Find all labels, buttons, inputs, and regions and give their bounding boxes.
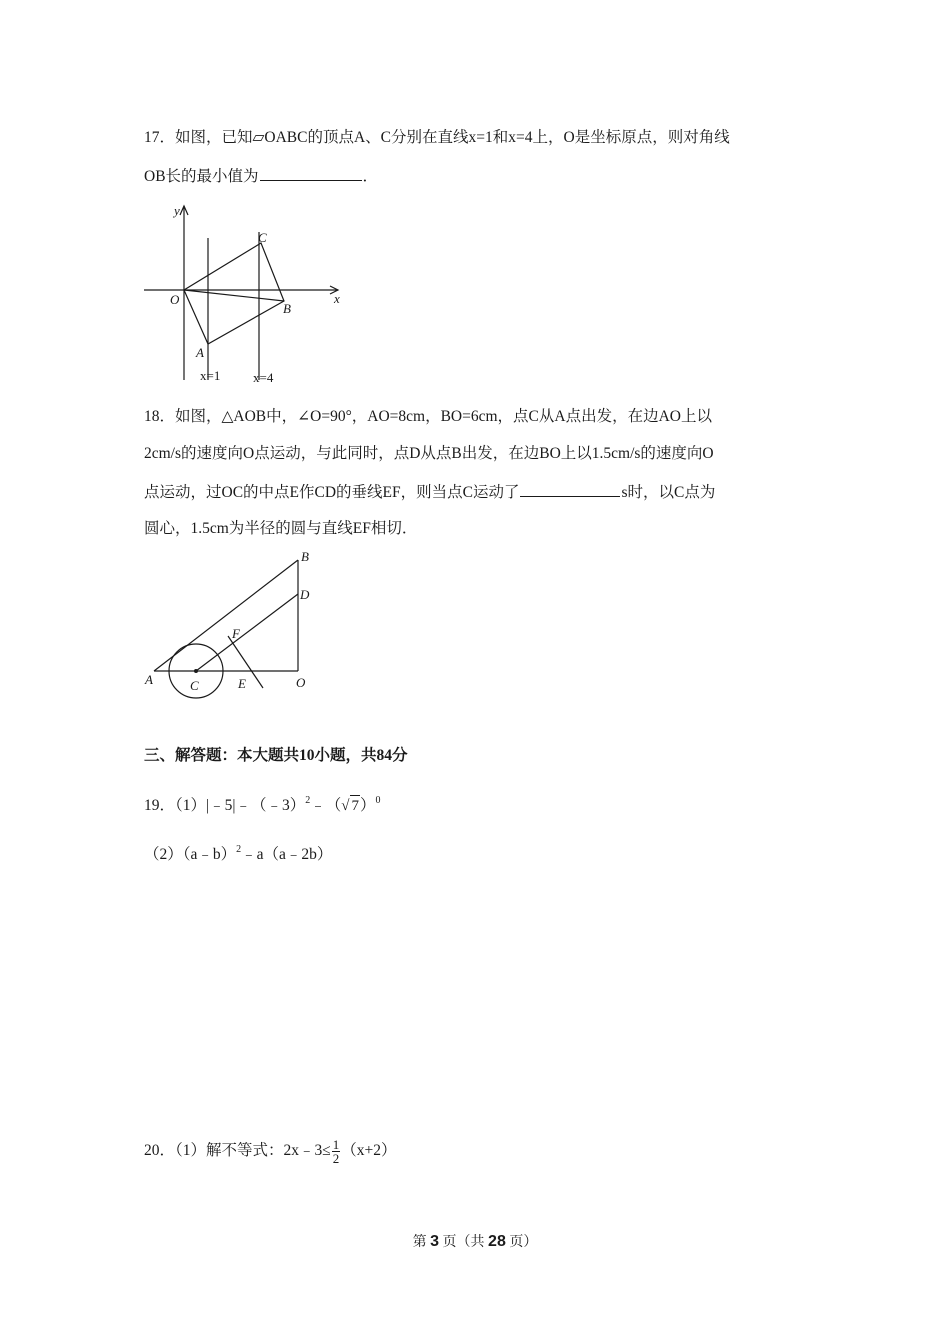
q18-text-after: s时，以C点为 [621,484,716,501]
footer-pre: 第 [412,1235,427,1250]
page-footer [0,1231,950,1251]
exponent: 2 [305,795,311,806]
radicand: 7 [350,795,360,816]
footer-mid: 页（共 [442,1235,485,1250]
q17-line2 [144,165,378,187]
q19-part2 [144,840,332,865]
q19-part1-text: 19．（1）|﹣5|﹣（﹣3） [144,797,306,814]
q18-line2: 2cm/s的速度向O点运动，与此同时，点D从点B出发，在边BO上以1.5cm/s的速度向O [144,445,714,462]
q17-line1: 17．如图，已知▱OABC的顶点A、C分别在直线x=1和x=4上，O是坐标原点，则对角线 [144,129,730,146]
figure-18-triangle [144,548,319,703]
figure-17-coordinate-graph [144,200,344,386]
label-x4: x=4 [253,370,274,385]
page-number: 3 [430,1233,440,1250]
label-B: B [283,301,291,316]
label-A: A [145,672,153,687]
label-E: E [238,676,246,691]
label-C: C [190,678,199,693]
q18-text: 点运动，过OC的中点E作CD的垂线EF，则当点C运动了 [144,484,520,501]
label-B: B [301,549,309,564]
fraction-one-half [332,1138,341,1165]
q19-part2-text: （2）（a﹣b） [144,846,237,863]
q19-part1-mid: ﹣（ [310,797,342,814]
q20-text: 20．（1）解不等式：2x﹣3≤ [144,1142,331,1160]
label-O: O [296,675,306,690]
section-heading: 三、解答题：本大题共10小题，共84分 [144,747,408,764]
total-pages: 28 [488,1233,506,1250]
q18-line4: 圆心，1.5cm为半径的圆与直线EF相切． [144,520,418,537]
q19-part1 [144,791,380,816]
label-x1: x=1 [200,368,221,383]
fraction-denominator: 2 [332,1151,340,1166]
radical-sign: √ [341,798,350,814]
footer-post: 页） [509,1235,538,1250]
q18-line1: 18．如图，△AOB中，∠O=90°，AO=8cm，BO=6cm，点C从A点出发，在边AO上以 [144,408,712,425]
q20-part1 [144,1138,397,1165]
exponent: 2 [236,844,242,855]
label-y: y [174,203,180,218]
answer-blank-17 [260,165,362,181]
q19-part2-suffix: ﹣a（a﹣2b） [241,846,333,863]
label-x: x [334,291,340,306]
label-C: C [258,230,267,245]
q17-period: ． [362,168,379,185]
label-O: O [170,292,180,307]
label-A: A [196,345,204,360]
answer-blank-18 [520,481,620,497]
exponent: 0 [375,795,381,806]
q18-line3 [144,481,715,503]
q17-text: OB长的最小值为 [144,168,259,185]
center-C [194,669,198,673]
q19-part1-close: ） [359,797,376,814]
sqrt-expression [341,795,360,816]
label-F: F [232,626,240,641]
fraction-numerator: 1 [332,1137,340,1152]
q20-text-after: （x+2） [341,1142,397,1160]
label-D: D [300,587,310,602]
